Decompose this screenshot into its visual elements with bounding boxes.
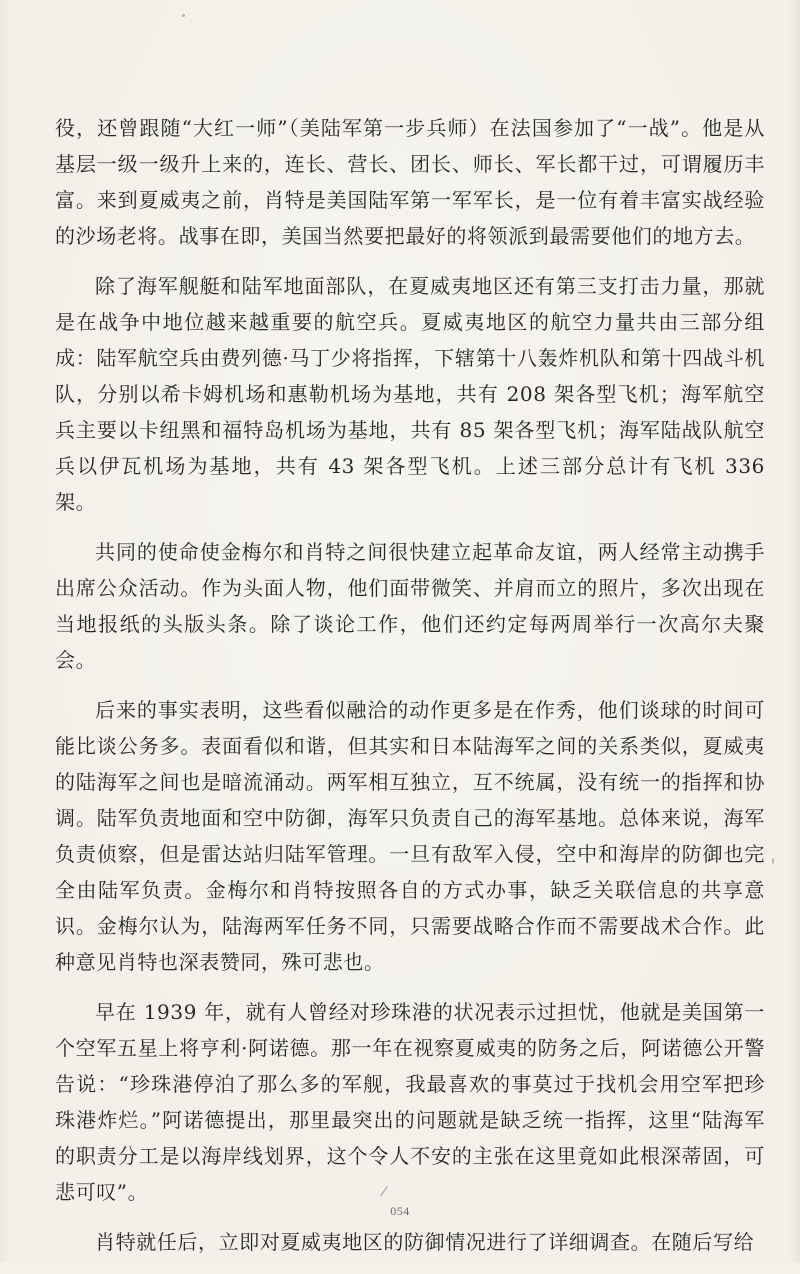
paragraph-1: 役，还曾跟随“大红一师”（美陆军第一步兵师）在法国参加了“一战”。他是从基层一级一级升上来的，连长、营长、团长、师长、军长都干过，可谓履历丰富。来到夏威夷之前，肖特是美国陆军第一军军长，是一位有着丰富实战经验的沙场老将。战事在即，美国当然要把最好的将领派到最需要他们的地方去。	[55, 116, 765, 248]
paragraph-4: 后来的事实表明，这些看似融洽的动作更多是在作秀，他们谈球的时间可能比谈公务多。表面看似和谐，但其实和日本陆海军之间的关系类似，夏威夷的陆海军之间也是暗流涌动。两军相互独立，互不统属，没有统一的指挥和协调。陆军负责地面和空中防御，海军只负责自己的海军基地。总体来说，海军负责侦察，但是雷达站归陆军管理。一旦有敌军入侵，空中和海岸的防御也完全由陆军负责。金梅尔和肖特按照各自的方式办事，缺乏关联信息的共享意识。金梅尔认为，陆海两军任务不同，只需要战略合作而不需要战术合作。此种意见肖特也深表赞同，殊可悲也。	[55, 698, 765, 974]
paragraph-3: 共同的使命使金梅尔和肖特之间很快建立起革命友谊，两人经常主动携手出席公众活动。作为头面人物，他们面带微笑、并肩而立的照片，多次出现在当地报纸的头版头条。除了谈论工作，他们还约定每两周举行一次高尔夫聚会。	[55, 540, 765, 672]
paper-speck	[772, 858, 774, 864]
paragraph-2: 除了海军舰艇和陆军地面部队，在夏威夷地区还有第三支打击力量，那就是在战争中地位越来越重要的航空兵。夏威夷地区的航空力量共由三部分组成：陆军航空兵由费列德·马丁少将指挥，下辖第十八轰炸机队和第十四战斗机队，分别以希卡姆机场和惠勒机场为基地，共有 208 架各型飞机；海军航空兵主要以卡纽黑和福特岛机场为基地，共有 85 架各型飞机；海军陆战队航空兵以伊瓦机场为基地，共有 43 架各型飞机。上述三部分总计有飞机 336 架。	[55, 274, 765, 514]
body-text	[55, 110, 765, 1274]
paragraph-6: 肖特就任后，立即对夏威夷地区的防御情况进行了详细调查。在随后写给	[95, 1230, 755, 1254]
paragraph-5: 早在 1939 年，就有人曾经对珍珠港的状况表示过担忧，他就是美国第一个空军五星上将亨利·阿诺德。那一年在视察夏威夷的防务之后，阿诺德公开警告说：“珍珠港停泊了那么多的军舰，我最喜欢的事莫过于找机会用空军把珍珠港炸烂。”阿诺德提出，那里最突出的问题就是缺乏统一指挥，这里“陆海军的职责分工是以海岸线划界，这个令人不安的主张在这里竟如此根深蒂固，可悲可叹”。	[55, 1000, 765, 1204]
page-number: 054	[390, 1204, 410, 1218]
paper-speck	[182, 14, 185, 17]
